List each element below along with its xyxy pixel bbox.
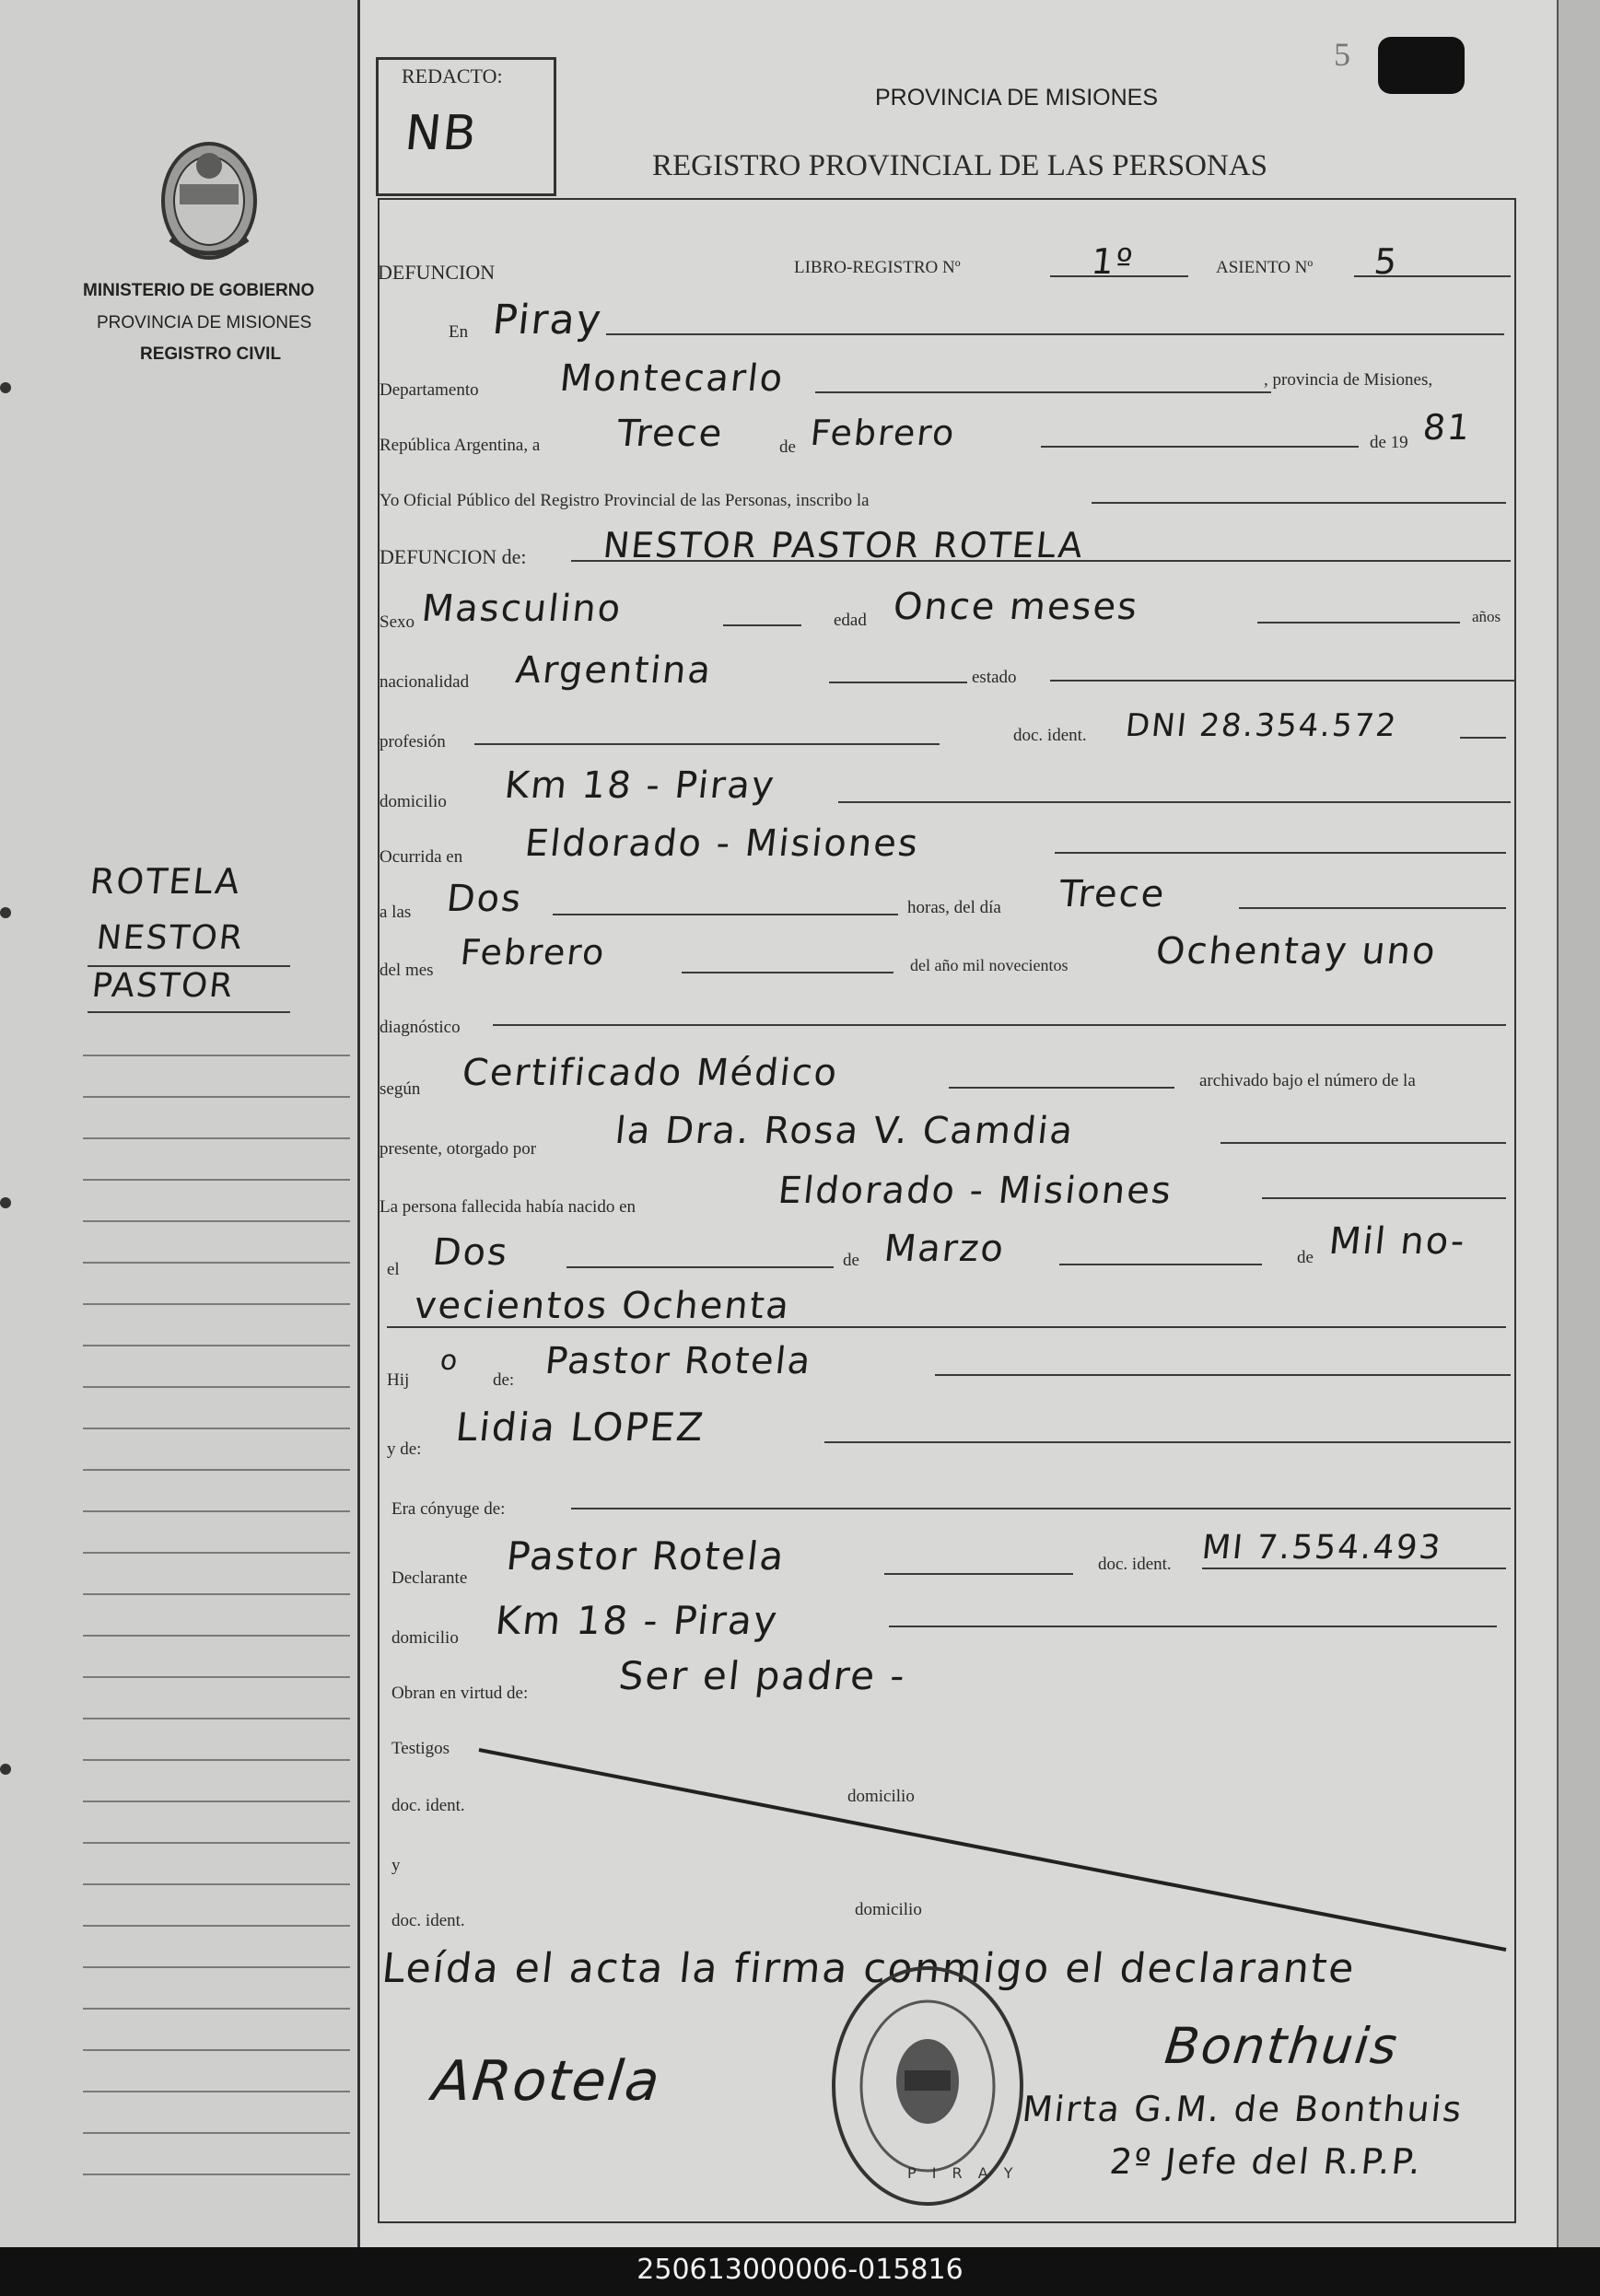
a-las-label: a las (380, 903, 412, 922)
libro-value: 1º (1089, 241, 1137, 282)
obran-value: Ser el padre - (616, 1653, 909, 1698)
ministry-name: MINISTERIO DE GOBIERNO (83, 281, 315, 300)
hijo-suffix: o (438, 1345, 461, 1377)
mes-line (682, 972, 893, 973)
underline (88, 965, 290, 967)
estado-label: estado (972, 668, 1017, 687)
declarante-label: Declarante (391, 1568, 468, 1588)
archivado-label: archivado bajo el número de la (1199, 1071, 1416, 1090)
nacionalidad-value: Argentina (513, 649, 715, 692)
seal-text: P I R A Y (907, 2164, 1019, 2182)
nac-anio-continuation: vecientos Ochenta (412, 1285, 793, 1327)
official-title: 2º Jefe del R.P.P. (1107, 2141, 1425, 2182)
ruled-line (83, 1386, 350, 1388)
en-value: Piray (490, 297, 605, 344)
ruled-line (83, 1303, 350, 1305)
ruled-line (83, 2091, 350, 2092)
ruled-line (83, 1966, 350, 1968)
section-label: DEFUNCION (378, 261, 496, 284)
ruled-line (83, 1179, 350, 1181)
nacido-en-value: Eldorado - Misiones (776, 1170, 1175, 1212)
nac-de2-label: de (1297, 1248, 1314, 1267)
sexo-line (723, 624, 801, 626)
sexo-value: Masculino (419, 588, 625, 630)
nac-dia-value: Dos (430, 1231, 511, 1274)
dia-line (1239, 907, 1506, 909)
statement-line (1092, 502, 1506, 504)
province-heading: PROVINCIA DE MISIONES (875, 85, 1159, 111)
strike-through-line (474, 1745, 1511, 1952)
ruled-line (83, 1883, 350, 1885)
edad-value: Once meses (891, 586, 1141, 628)
obran-label: Obran en virtud de: (391, 1684, 529, 1703)
nacido-en-label: La persona fallecida había nacido en (380, 1197, 636, 1217)
provincia-suffix: , provincia de Misiones, (1264, 370, 1433, 390)
fecha-de-label: de (779, 437, 796, 457)
doc-ident-line (1460, 737, 1506, 739)
padre-line (935, 1374, 1511, 1376)
fecha-line (1041, 446, 1359, 448)
edad-label: edad (834, 611, 867, 630)
office-name: REGISTRO CIVIL (140, 344, 282, 364)
testigo1-domicilio-label: domicilio (847, 1787, 915, 1806)
y-de-label: y de: (387, 1439, 422, 1459)
ruled-line (83, 1593, 350, 1595)
fecha-day-value: Trece (614, 413, 726, 455)
binder-hole (0, 1197, 11, 1208)
declarante-value: Pastor Rotela (504, 1533, 788, 1579)
ruled-line (83, 1220, 350, 1222)
departamento-line (815, 391, 1271, 393)
ocurrida-line (1055, 852, 1506, 854)
ocurrida-label: Ocurrida en (380, 847, 463, 867)
testigo2-domicilio-label: domicilio (855, 1900, 922, 1919)
declarante-doc-line (1202, 1568, 1506, 1569)
margin-annotation-name: NESTOR (94, 919, 247, 957)
testigo1-doc-label: doc. ident. (391, 1796, 465, 1815)
ruled-line (83, 2132, 350, 2134)
nac-de-label: de (843, 1251, 859, 1270)
ocurrida-value: Eldorado - Misiones (522, 822, 922, 865)
underline (88, 1011, 290, 1013)
fecha-prefix: República Argentina, a (380, 436, 541, 455)
declarant-signature: ARotela (429, 2049, 665, 2114)
anios-label: años (1472, 608, 1501, 625)
nac-dia-line (566, 1266, 834, 1268)
sexo-label: Sexo (380, 612, 415, 632)
hijo-de-label: de: (493, 1370, 515, 1390)
nacionalidad-label: nacionalidad (380, 672, 470, 692)
asiento-label: ASIENTO Nº (1216, 258, 1314, 277)
nac-anio-line (387, 1326, 1506, 1328)
ruled-line (83, 1925, 350, 1927)
otorgado-value: la Dra. Rosa V. Camdia (613, 1110, 1077, 1152)
asiento-value: 5 (1372, 241, 1401, 282)
official-signature: Bonthuis (1162, 2017, 1402, 2075)
libro-label: LIBRO-REGISTRO Nº (794, 258, 961, 277)
redacto-value: NB (402, 106, 481, 161)
ruled-line (83, 1759, 350, 1761)
padre-value: Pastor Rotela (543, 1340, 814, 1382)
diagnostico-label: diagnóstico (380, 1018, 461, 1037)
en-line (606, 333, 1504, 335)
conyuge-line (571, 1508, 1511, 1509)
fecha-month-value: Febrero (808, 413, 958, 453)
redacto-label: REDACTO: (402, 64, 503, 87)
closing-statement: Leída el acta la firma conmigo el declarante (380, 1945, 1359, 1992)
ruled-line (83, 1552, 350, 1554)
testigo2-doc-label: doc. ident. (391, 1911, 465, 1930)
binder-hole (0, 907, 11, 918)
hora-line (553, 914, 898, 915)
departamento-value: Montecarlo (557, 357, 787, 400)
segun-label: según (380, 1079, 421, 1099)
declarante-domicilio-line (889, 1626, 1497, 1627)
declarante-domicilio-label: domicilio (391, 1628, 459, 1648)
ruled-line (83, 1635, 350, 1637)
nac-anio-value: Mil no- (1326, 1220, 1468, 1263)
madre-value: Lidia LOPEZ (453, 1404, 707, 1450)
estado-line (1050, 680, 1515, 682)
ruled-line (83, 1096, 350, 1098)
declarante-line (884, 1573, 1073, 1575)
ruled-line (83, 1842, 350, 1844)
madre-line (824, 1441, 1511, 1443)
ruled-line (83, 1676, 350, 1678)
testigo-y-label: y (391, 1856, 401, 1875)
hora-value: Dos (444, 878, 525, 920)
ruled-line (83, 1055, 350, 1056)
ruled-line (83, 2174, 350, 2175)
document-id: 250613000006-015816 (636, 2254, 964, 2286)
asiento-line (1354, 275, 1511, 277)
otorgado-label: presente, otorgado por (380, 1139, 537, 1159)
ruled-line (83, 2049, 350, 2051)
ruled-line (83, 1510, 350, 1512)
mes-value: Febrero (458, 932, 608, 973)
anio-value: Ochentay uno (1153, 930, 1439, 973)
ruled-line (83, 1137, 350, 1139)
departamento-label: Departamento (380, 380, 479, 400)
province-emblem-icon (152, 129, 267, 267)
hijo-label: Hij (387, 1370, 410, 1390)
doc-ident-label: doc. ident. (1013, 726, 1087, 745)
margin-annotation-surname: ROTELA (88, 861, 243, 902)
ruled-line (83, 1469, 350, 1471)
del-mes-label: del mes (380, 961, 434, 980)
ruled-line (83, 1801, 350, 1802)
declarante-doc-label: doc. ident. (1098, 1555, 1172, 1574)
margin-annotation-middle: PASTOR (89, 967, 237, 1005)
en-label: En (449, 322, 469, 342)
province-name: PROVINCIA DE MISIONES (97, 313, 312, 332)
dia-value: Trece (1057, 873, 1168, 915)
declarante-doc-value: MI 7.554.493 (1199, 1529, 1444, 1567)
ruled-line (83, 2008, 350, 2010)
diagnostico-line (493, 1024, 1506, 1026)
page-number: 5 (1334, 36, 1350, 73)
official-name: Mirta G.M. de Bonthuis (1020, 2089, 1466, 2129)
domicilio-line (838, 801, 1511, 803)
ruled-line (83, 1428, 350, 1429)
nacido-en-line (1262, 1197, 1506, 1199)
libro-line (1050, 275, 1188, 277)
nac-mes-line (1059, 1264, 1262, 1265)
nacionalidad-line (829, 682, 967, 683)
testigos-label: Testigos (391, 1739, 450, 1758)
fecha-year-label: de 19 (1370, 433, 1408, 452)
domicilio-value: Km 18 - Piray (502, 764, 778, 807)
oficial-statement: Yo Oficial Público del Registro Provincial de las Personas, inscribo la (380, 491, 870, 510)
binder-hole (0, 382, 11, 393)
defuncion-label: DEFUNCION de: (380, 545, 527, 568)
defuncion-line (571, 560, 1511, 562)
conyuge-label: Era cónyuge de: (391, 1499, 506, 1519)
horas-del-dia-label: horas, del día (907, 898, 1001, 917)
profesion-label: profesión (380, 732, 446, 752)
edad-line (1257, 622, 1460, 624)
left-margin-panel (0, 0, 360, 2247)
segun-value: Certificado Médico (460, 1052, 841, 1094)
anio-label: del año mil novecientos (910, 956, 1069, 974)
ruled-line (83, 1718, 350, 1719)
domicilio-label: domicilio (380, 792, 447, 811)
segun-line (949, 1087, 1174, 1089)
otorgado-line (1220, 1142, 1506, 1144)
fecha-year-value: 81 (1420, 407, 1474, 448)
page-edge (1557, 0, 1600, 2247)
redaction-mark (1378, 37, 1465, 94)
profesion-line (474, 743, 940, 745)
doc-ident-value: DNI 28.354.572 (1123, 707, 1400, 744)
defuncion-value: NESTOR PASTOR ROTELA (601, 525, 1087, 565)
registry-title: REGISTRO PROVINCIAL DE LAS PERSONAS (652, 149, 1268, 182)
nac-el-label: el (387, 1260, 400, 1279)
ruled-line (83, 1345, 350, 1346)
binder-hole (0, 1764, 11, 1775)
ruled-line (83, 1262, 350, 1264)
nac-mes-value: Marzo (882, 1228, 1008, 1270)
declarante-domicilio-value: Km 18 - Piray (493, 1598, 781, 1643)
